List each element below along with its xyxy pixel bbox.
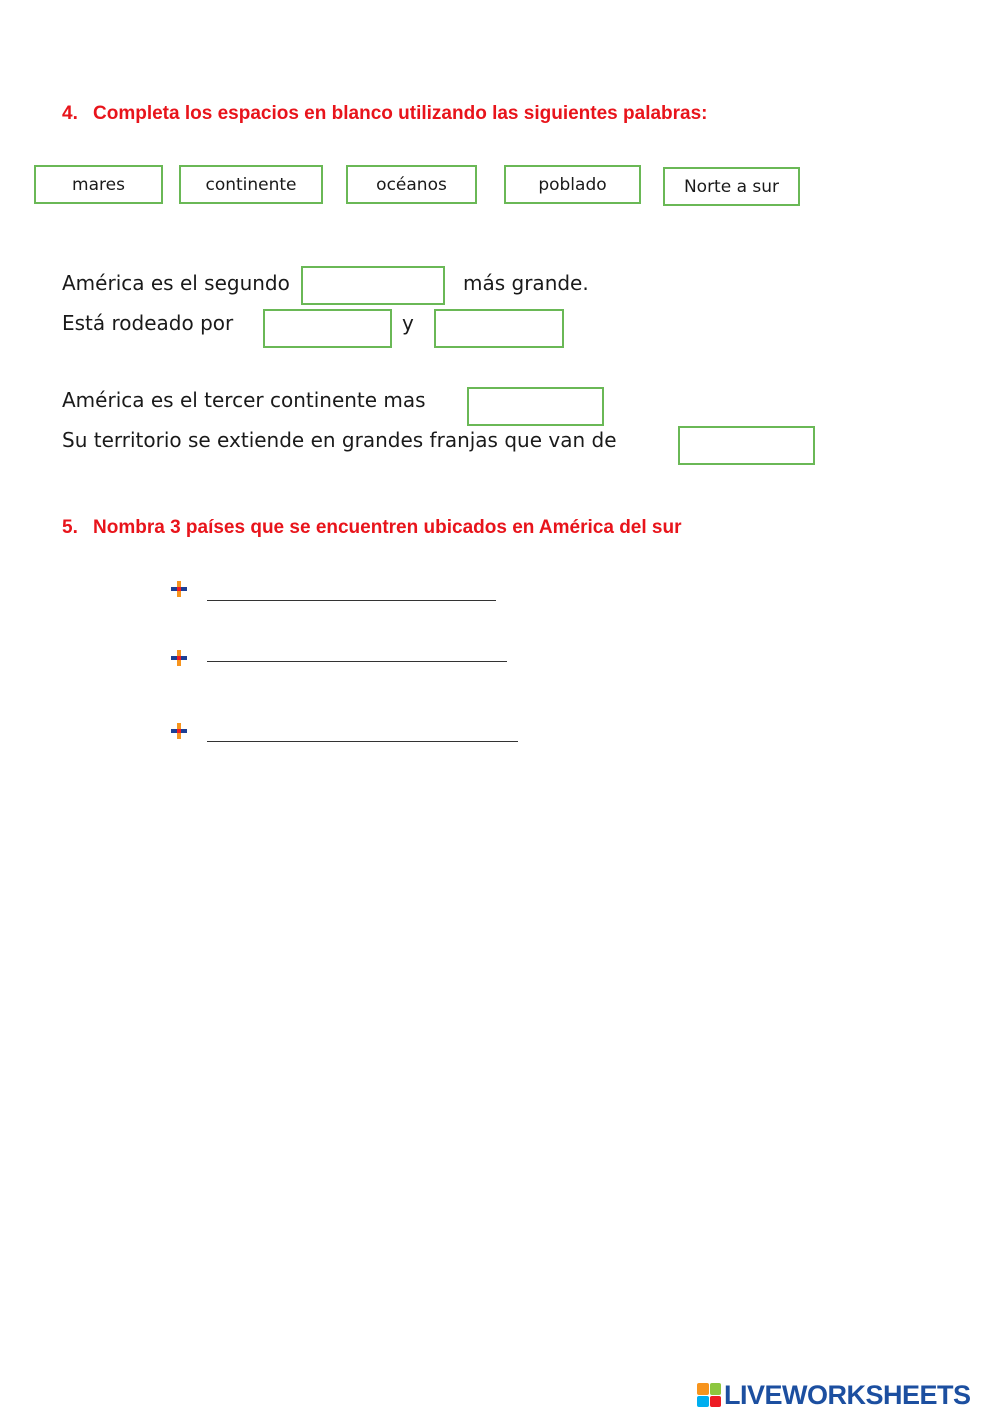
- word-bank-mares[interactable]: mares: [34, 165, 163, 204]
- country-answer-2-input[interactable]: [207, 636, 507, 662]
- sentence-4-start: Su territorio se extiende en grandes franjas que van de: [62, 428, 617, 452]
- blank-2-input[interactable]: [263, 309, 392, 348]
- section-4-heading: [62, 103, 708, 125]
- logo-mark-tile: [697, 1383, 709, 1395]
- country-answer-3-input[interactable]: [207, 716, 518, 742]
- sentence-1-end: más grande.: [463, 271, 589, 295]
- blank-5-input[interactable]: [678, 426, 815, 465]
- word-bank-norte-a-sur[interactable]: Norte a sur: [663, 167, 800, 206]
- country-answer-1-input[interactable]: [207, 575, 496, 601]
- section-5-title: Nombra 3 países que se encuentren ubicados en América del sur: [93, 517, 682, 538]
- sentence-1-start: América es el segundo: [62, 271, 290, 295]
- liveworksheets-logo: [697, 1380, 971, 1410]
- bullet-cross-icon: [170, 722, 188, 740]
- section-4-title: Completa los espacios en blanco utilizando las siguientes palabras:: [93, 103, 708, 124]
- liveworksheets-logo-text: LIVEWORKSHEETS: [724, 1379, 971, 1410]
- logo-mark-tile: [710, 1383, 722, 1395]
- blank-1-input[interactable]: [301, 266, 445, 305]
- logo-mark-tile: [697, 1396, 709, 1408]
- sentence-2-connector: y: [402, 311, 414, 335]
- word-bank-continente[interactable]: continente: [179, 165, 323, 204]
- logo-mark-tile: [710, 1396, 722, 1408]
- bullet-cross-icon: [170, 580, 188, 598]
- word-bank-oceanos[interactable]: océanos: [346, 165, 477, 204]
- blank-4-input[interactable]: [467, 387, 604, 426]
- liveworksheets-logo-mark-icon: [697, 1383, 721, 1407]
- blank-3-input[interactable]: [434, 309, 564, 348]
- section-4-number: 4.: [62, 103, 78, 124]
- sentence-2-start: Está rodeado por: [62, 311, 234, 335]
- word-bank-poblado[interactable]: poblado: [504, 165, 641, 204]
- section-5-heading: [62, 517, 682, 539]
- sentence-3-start: América es el tercer continente mas: [62, 388, 426, 412]
- bullet-cross-icon: [170, 649, 188, 667]
- section-5-number: 5.: [62, 517, 78, 538]
